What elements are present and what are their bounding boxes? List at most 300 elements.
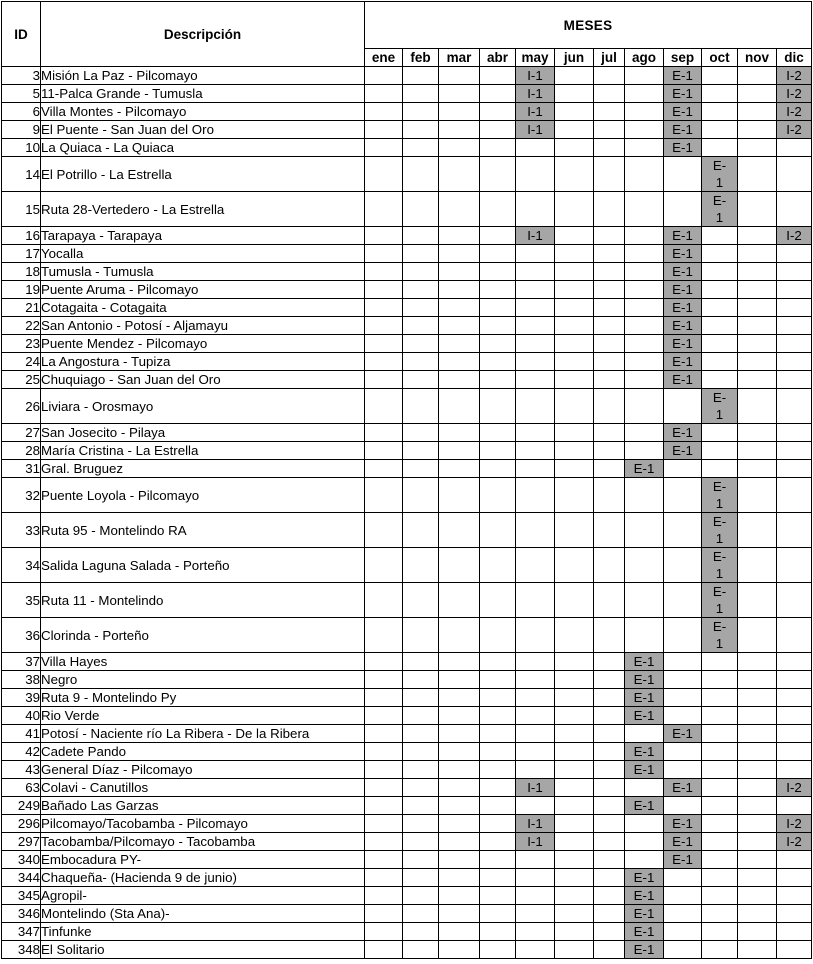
schedule-cell-sep (664, 707, 702, 725)
schedule-cell-ene (365, 548, 403, 583)
schedule-cell-ene (365, 121, 403, 139)
schedule-cell-feb (403, 743, 439, 761)
schedule-cell-mar (439, 460, 480, 478)
schedule-mark-may: I-1 (516, 85, 555, 103)
schedule-cell-abr (480, 653, 516, 671)
schedule-cell-nov (738, 671, 777, 689)
schedule-cell-mar (439, 353, 480, 371)
schedule-mark-sep: E-1 (664, 121, 702, 139)
row-id: 42 (2, 743, 41, 761)
schedule-cell-dic (777, 353, 812, 371)
schedule-cell-oct (702, 371, 738, 389)
schedule-mark-ago: E-1 (625, 689, 664, 707)
table-row (2, 442, 812, 460)
row-id: 21 (2, 299, 41, 317)
schedule-cell-may (516, 192, 555, 227)
schedule-cell-ago (625, 192, 664, 227)
schedule-cell-dic (777, 245, 812, 263)
schedule-cell-nov (738, 548, 777, 583)
row-id: 43 (2, 761, 41, 779)
schedule-cell-feb (403, 707, 439, 725)
schedule-cell-feb (403, 263, 439, 281)
table-row (2, 103, 812, 121)
schedule-cell-jun (555, 299, 594, 317)
schedule-cell-feb (403, 424, 439, 442)
schedule-cell-mar (439, 689, 480, 707)
row-description: Ruta 95 - Montelindo RA (41, 513, 365, 548)
row-description: Yocalla (41, 245, 365, 263)
row-description: San Antonio - Potosí - Aljamayu (41, 317, 365, 335)
table-row (2, 389, 812, 424)
schedule-cell-abr (480, 689, 516, 707)
schedule-cell-oct (702, 653, 738, 671)
schedule-cell-feb (403, 353, 439, 371)
schedule-cell-ene (365, 941, 403, 959)
row-description: Tinfunke (41, 923, 365, 941)
schedule-cell-may (516, 139, 555, 157)
schedule-cell-ene (365, 851, 403, 869)
schedule-cell-jul (594, 227, 625, 245)
schedule-cell-abr (480, 671, 516, 689)
schedule-mark-ago: E-1 (625, 761, 664, 779)
schedule-cell-abr (480, 371, 516, 389)
schedule-cell-abr (480, 192, 516, 227)
schedule-cell-dic (777, 887, 812, 905)
schedule-cell-mar (439, 851, 480, 869)
schedule-cell-ene (365, 371, 403, 389)
schedule-cell-sep (664, 583, 702, 618)
schedule-cell-abr (480, 245, 516, 263)
schedule-cell-jul (594, 460, 625, 478)
schedule-cell-feb (403, 139, 439, 157)
schedule-cell-abr (480, 941, 516, 959)
schedule-cell-mar (439, 121, 480, 139)
schedule-cell-jul (594, 371, 625, 389)
table-row (2, 797, 812, 815)
schedule-cell-ago (625, 281, 664, 299)
schedule-mark-ago: E-1 (625, 797, 664, 815)
schedule-mark-sep: E-1 (664, 263, 702, 281)
row-id: 34 (2, 548, 41, 583)
schedule-cell-mar (439, 442, 480, 460)
schedule-cell-jun (555, 548, 594, 583)
schedule-cell-abr (480, 442, 516, 460)
schedule-cell-jun (555, 317, 594, 335)
schedule-cell-jul (594, 513, 625, 548)
schedule-cell-mar (439, 887, 480, 905)
schedule-cell-feb (403, 371, 439, 389)
schedule-cell-ene (365, 513, 403, 548)
schedule-mark-ago: E-1 (625, 869, 664, 887)
row-description: Puente Mendez - Pilcomayo (41, 335, 365, 353)
schedule-cell-ago (625, 548, 664, 583)
schedule-mark-sep: E-1 (664, 139, 702, 157)
schedule-cell-sep (664, 653, 702, 671)
schedule-mark-sep: E-1 (664, 371, 702, 389)
schedule-mark-label: E-1 (712, 584, 727, 616)
schedule-cell-ene (365, 227, 403, 245)
row-id: 16 (2, 227, 41, 245)
schedule-cell-jun (555, 743, 594, 761)
schedule-cell-dic (777, 671, 812, 689)
schedule-cell-jul (594, 548, 625, 583)
schedule-cell-oct (702, 442, 738, 460)
schedule-mark-oct (702, 513, 738, 548)
schedule-cell-may (516, 851, 555, 869)
schedule-mark-sep: E-1 (664, 725, 702, 743)
schedule-cell-abr (480, 460, 516, 478)
schedule-cell-sep (664, 460, 702, 478)
schedule-cell-mar (439, 335, 480, 353)
schedule-cell-jun (555, 618, 594, 653)
schedule-mark-sep: E-1 (664, 67, 702, 85)
schedule-cell-ene (365, 707, 403, 725)
schedule-cell-feb (403, 281, 439, 299)
schedule-cell-jun (555, 851, 594, 869)
schedule-cell-sep (664, 761, 702, 779)
schedule-cell-nov (738, 815, 777, 833)
schedule-cell-oct (702, 743, 738, 761)
schedule-cell-may (516, 245, 555, 263)
schedule-cell-ago (625, 389, 664, 424)
schedule-cell-feb (403, 905, 439, 923)
schedule-cell-dic (777, 743, 812, 761)
schedule-cell-feb (403, 941, 439, 959)
schedule-mark-sep: E-1 (664, 85, 702, 103)
schedule-cell-abr (480, 157, 516, 192)
schedule-cell-feb (403, 103, 439, 121)
schedule-cell-may (516, 671, 555, 689)
schedule-cell-jun (555, 671, 594, 689)
month-header-abr: abr (480, 49, 516, 67)
schedule-cell-may (516, 761, 555, 779)
table-row (2, 299, 812, 317)
schedule-cell-mar (439, 725, 480, 743)
schedule-cell-sep (664, 192, 702, 227)
schedule-cell-jun (555, 227, 594, 245)
schedule-cell-feb (403, 815, 439, 833)
schedule-cell-jun (555, 192, 594, 227)
schedule-cell-dic (777, 797, 812, 815)
schedule-cell-jul (594, 67, 625, 85)
schedule-cell-sep (664, 389, 702, 424)
schedule-cell-ene (365, 335, 403, 353)
table-row (2, 513, 812, 548)
schedule-cell-mar (439, 157, 480, 192)
schedule-cell-mar (439, 743, 480, 761)
schedule-cell-oct (702, 851, 738, 869)
schedule-cell-abr (480, 424, 516, 442)
schedule-cell-mar (439, 103, 480, 121)
schedule-cell-ago (625, 779, 664, 797)
schedule-cell-oct (702, 67, 738, 85)
schedule-cell-jun (555, 689, 594, 707)
schedule-mark-sep: E-1 (664, 353, 702, 371)
table-row (2, 653, 812, 671)
schedule-cell-nov (738, 707, 777, 725)
schedule-cell-dic (777, 923, 812, 941)
row-id: 22 (2, 317, 41, 335)
schedule-cell-feb (403, 797, 439, 815)
table-row (2, 671, 812, 689)
schedule-cell-dic (777, 424, 812, 442)
schedule-cell-mar (439, 192, 480, 227)
schedule-cell-feb (403, 460, 439, 478)
schedule-cell-jul (594, 851, 625, 869)
description-column-header: Descripción (41, 2, 365, 67)
schedule-mark-sep: E-1 (664, 299, 702, 317)
schedule-cell-jul (594, 389, 625, 424)
schedule-cell-jul (594, 139, 625, 157)
row-description: Puente Aruma - Pilcomayo (41, 281, 365, 299)
row-id: 6 (2, 103, 41, 121)
schedule-cell-ago (625, 371, 664, 389)
schedule-cell-abr (480, 743, 516, 761)
schedule-cell-nov (738, 887, 777, 905)
schedule-cell-ago (625, 851, 664, 869)
schedule-mark-sep: E-1 (664, 103, 702, 121)
row-id: 31 (2, 460, 41, 478)
schedule-mark-may: I-1 (516, 815, 555, 833)
schedule-cell-ene (365, 689, 403, 707)
table-row (2, 121, 812, 139)
row-id: 24 (2, 353, 41, 371)
schedule-mark-dic: I-2 (777, 85, 812, 103)
table-row (2, 263, 812, 281)
schedule-cell-feb (403, 335, 439, 353)
id-column-header: ID (2, 2, 41, 67)
schedule-mark-may: I-1 (516, 67, 555, 85)
schedule-cell-abr (480, 513, 516, 548)
schedule-cell-ago (625, 157, 664, 192)
row-id: 345 (2, 887, 41, 905)
schedule-cell-may (516, 263, 555, 281)
schedule-mark-label: E-1 (712, 158, 727, 190)
schedule-mark-ago: E-1 (625, 653, 664, 671)
schedule-cell-oct (702, 263, 738, 281)
schedule-mark-sep: E-1 (664, 424, 702, 442)
schedule-cell-ago (625, 583, 664, 618)
row-id: 348 (2, 941, 41, 959)
schedule-cell-abr (480, 707, 516, 725)
schedule-cell-ene (365, 389, 403, 424)
schedule-cell-oct (702, 281, 738, 299)
schedule-cell-jul (594, 779, 625, 797)
schedule-mark-sep: E-1 (664, 335, 702, 353)
schedule-cell-may (516, 442, 555, 460)
schedule-cell-oct (702, 671, 738, 689)
schedule-cell-ene (365, 460, 403, 478)
schedule-cell-sep (664, 689, 702, 707)
table-row (2, 371, 812, 389)
schedule-cell-abr (480, 618, 516, 653)
schedule-cell-nov (738, 583, 777, 618)
schedule-cell-jun (555, 353, 594, 371)
schedule-cell-feb (403, 389, 439, 424)
month-header-may: may (516, 49, 555, 67)
row-description: Negro (41, 671, 365, 689)
schedule-cell-dic (777, 869, 812, 887)
schedule-cell-feb (403, 317, 439, 335)
row-description: Villa Hayes (41, 653, 365, 671)
table-row (2, 460, 812, 478)
schedule-cell-ago (625, 478, 664, 513)
schedule-cell-abr (480, 317, 516, 335)
schedule-cell-ene (365, 583, 403, 618)
schedule-cell-jun (555, 139, 594, 157)
schedule-cell-abr (480, 761, 516, 779)
schedule-cell-may (516, 389, 555, 424)
month-header-jul: jul (594, 49, 625, 67)
schedule-cell-mar (439, 653, 480, 671)
schedule-cell-feb (403, 121, 439, 139)
schedule-cell-dic (777, 707, 812, 725)
schedule-cell-abr (480, 583, 516, 618)
schedule-cell-mar (439, 815, 480, 833)
schedule-cell-dic (777, 335, 812, 353)
row-description: María Cristina - La Estrella (41, 442, 365, 460)
schedule-cell-jun (555, 583, 594, 618)
schedule-cell-nov (738, 67, 777, 85)
row-description: San Josecito - Pilaya (41, 424, 365, 442)
table-row (2, 157, 812, 192)
row-description: Cadete Pando (41, 743, 365, 761)
schedule-cell-mar (439, 618, 480, 653)
schedule-mark-label: E-1 (712, 619, 727, 651)
schedule-cell-jun (555, 103, 594, 121)
schedule-cell-ene (365, 869, 403, 887)
schedule-cell-jul (594, 245, 625, 263)
row-id: 346 (2, 905, 41, 923)
schedule-cell-nov (738, 103, 777, 121)
schedule-cell-sep (664, 797, 702, 815)
schedule-cell-ene (365, 478, 403, 513)
schedule-cell-dic (777, 157, 812, 192)
schedule-cell-nov (738, 121, 777, 139)
schedule-cell-abr (480, 851, 516, 869)
schedule-cell-ene (365, 887, 403, 905)
schedule-cell-may (516, 923, 555, 941)
schedule-cell-ago (625, 299, 664, 317)
schedule-cell-abr (480, 833, 516, 851)
month-header-nov: nov (738, 49, 777, 67)
schedule-cell-jul (594, 833, 625, 851)
schedule-cell-jul (594, 442, 625, 460)
row-id: 297 (2, 833, 41, 851)
schedule-cell-sep (664, 478, 702, 513)
schedule-cell-oct (702, 725, 738, 743)
schedule-cell-may (516, 281, 555, 299)
table-row (2, 192, 812, 227)
table-row (2, 424, 812, 442)
table-row (2, 583, 812, 618)
schedule-mark-label: E-1 (712, 479, 727, 511)
schedule-cell-jun (555, 761, 594, 779)
row-description: Ruta 11 - Montelindo (41, 583, 365, 618)
schedule-cell-feb (403, 157, 439, 192)
schedule-cell-dic (777, 460, 812, 478)
schedule-cell-ene (365, 103, 403, 121)
schedule-cell-ago (625, 833, 664, 851)
schedule-cell-oct (702, 103, 738, 121)
schedule-cell-abr (480, 797, 516, 815)
schedule-cell-ago (625, 139, 664, 157)
schedule-cell-jun (555, 85, 594, 103)
schedule-cell-nov (738, 281, 777, 299)
schedule-cell-jun (555, 941, 594, 959)
table-row (2, 833, 812, 851)
schedule-cell-jun (555, 121, 594, 139)
schedule-cell-feb (403, 85, 439, 103)
schedule-cell-ene (365, 299, 403, 317)
schedule-cell-ago (625, 335, 664, 353)
row-description: Bañado Las Garzas (41, 797, 365, 815)
table-row (2, 548, 812, 583)
schedule-cell-nov (738, 389, 777, 424)
row-description: Clorinda - Porteño (41, 618, 365, 653)
schedule-cell-dic (777, 761, 812, 779)
schedule-cell-dic (777, 851, 812, 869)
schedule-cell-oct (702, 335, 738, 353)
schedule-mark-dic: I-2 (777, 103, 812, 121)
row-description: 11-Palca Grande - Tumusla (41, 85, 365, 103)
schedule-mark-ago: E-1 (625, 671, 664, 689)
schedule-cell-dic (777, 371, 812, 389)
schedule-cell-nov (738, 618, 777, 653)
schedule-cell-jun (555, 263, 594, 281)
schedule-cell-abr (480, 815, 516, 833)
row-description: El Solitario (41, 941, 365, 959)
schedule-cell-jun (555, 513, 594, 548)
schedule-cell-feb (403, 779, 439, 797)
schedule-cell-jun (555, 245, 594, 263)
schedule-cell-dic (777, 548, 812, 583)
row-description: Colavi - Canutillos (41, 779, 365, 797)
schedule-cell-mar (439, 139, 480, 157)
schedule-cell-nov (738, 335, 777, 353)
schedule-cell-nov (738, 833, 777, 851)
schedule-cell-nov (738, 689, 777, 707)
schedule-cell-may (516, 299, 555, 317)
schedule-cell-jul (594, 85, 625, 103)
schedule-cell-ene (365, 67, 403, 85)
schedule-cell-dic (777, 941, 812, 959)
month-header-oct: oct (702, 49, 738, 67)
schedule-cell-may (516, 513, 555, 548)
schedule-cell-ago (625, 513, 664, 548)
schedule-cell-jun (555, 335, 594, 353)
table-row (2, 761, 812, 779)
schedule-mark-sep: E-1 (664, 779, 702, 797)
schedule-cell-ene (365, 923, 403, 941)
schedule-mark-sep: E-1 (664, 317, 702, 335)
schedule-cell-jul (594, 317, 625, 335)
schedule-mark-oct (702, 618, 738, 653)
schedule-cell-ene (365, 905, 403, 923)
schedule-mark-sep: E-1 (664, 833, 702, 851)
schedule-cell-abr (480, 905, 516, 923)
schedule-cell-may (516, 371, 555, 389)
schedule-cell-oct (702, 707, 738, 725)
schedule-cell-nov (738, 192, 777, 227)
row-id: 35 (2, 583, 41, 618)
schedule-cell-ago (625, 725, 664, 743)
schedule-cell-may (516, 478, 555, 513)
schedule-mark-dic: I-2 (777, 779, 812, 797)
schedule-cell-mar (439, 67, 480, 85)
schedule-cell-nov (738, 317, 777, 335)
schedule-cell-nov (738, 743, 777, 761)
